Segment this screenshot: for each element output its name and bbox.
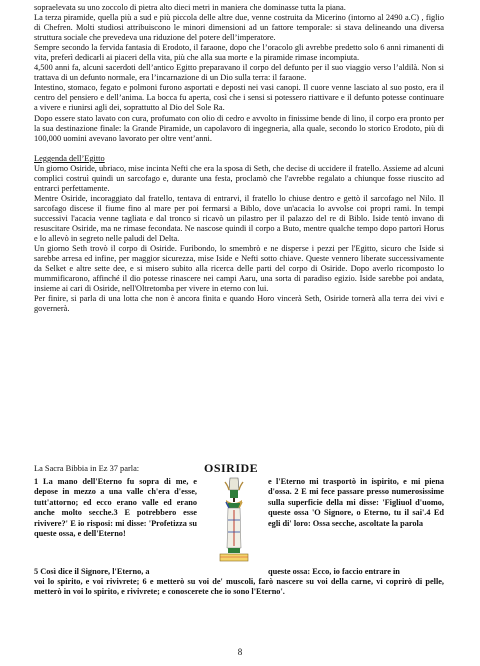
page-number: 8 bbox=[237, 647, 243, 657]
paragraph: sopraelevata su uno zoccolo di pietra alto dieci metri in maniera che dominasse tutta la piana. bbox=[34, 3, 346, 12]
legend-paragraph: Mentre Osiride, incoraggiato dal fratello, tentava di entrarvi, il fratello lo chiuse dentro e gettò il sarcofago nel Nilo. Il sarcofago discese il fiume fino al mare per poi fermarsi a Biblo, dove un'acacia lo avvolse coi propri rami. In tempi successivi l'acacia venne tagliata e dal tronco si ricavò un pilastro per il palazzo del re di Biblo. Iside tentò invano di resuscitare Osiride, ma ne rimase fecondata. Ne nascose quindi il corpo a Buto, mentre qualche tempo dopo partorì Horus e lo allevò in segreto nelle paludi del Delta. bbox=[34, 193, 444, 244]
verse5-right: queste ossa: Ecco, io faccio entrare in bbox=[268, 567, 400, 576]
verse5-continuation: voi lo spirito, e voi rivivrete; 6 e metterò su voi de' muscoli, farò nascere su voi della carne, vi coprirò di pelle, metterò in voi lo spirito, e rivivrete; e conoscerete che io sono l'Eterno'. bbox=[34, 577, 444, 597]
paragraph: 4,500 anni fa, alcuni sacerdoti dell’antico Egitto preparavano il corpo del defunto per il suo viaggio verso l’aldilà. Non si trattava di un defunto normale, era l’incarnazione di un Dio sulla terra: il faraone. bbox=[34, 63, 444, 83]
legend-paragraph: Per finire, si parla di una lotta che non è ancora finita e quando Horo vincerà Seth, Osiride tornerà alla terra dei vivi e governerà. bbox=[34, 294, 444, 314]
paragraph: Dopo essere stato lavato con cura, profumato con olio di cedro e avvolto in finissime bende di lino, il corpo era pronto per la sua destinazione finale: la Grande Piramide, un capolavoro di ingegneria, alla quale, secondo lo storico Erodoto, più di 100,000 uomini avevano lavorato per oltre vent’anni. bbox=[34, 113, 444, 143]
verse-text: e l'Eterno mi trasportò in ispirito, e mi piena d'ossa. 2 E mi fece passare presso numerosissime sulla superficie della mi disse: 'Figliuol d'uomo, queste ossa 'O Signore, o Eterno, tu il sai'.4 Ed egli di' loro: Ossa secche, ascoltate la parola bbox=[268, 477, 444, 528]
figure-title: OSIRIDE bbox=[204, 461, 259, 475]
bible-verse-left bbox=[34, 477, 197, 539]
legend-paragraph: Un giorno Seth trovò il corpo di Osiride. Furibondo, lo smembrò e ne disperse i pezzi per l'Egitto, sicuro che Iside si sarebbe arresa ed infine, per maggior sicurezza, mise Iside e Nefti sotto chiave. Queste vennero liberate successivamente da Selket e altre sette dee, e si misero subito alla ricerca delle parti del corpo di Osiride. Dopo averlo ricomposto lo mummificarono, affinché il dio potesse rinascere nei campi Aaru, una sorta di paradiso egizio. Iside sarebbe poi andata, insieme ai cari di Osiride, nell'Oltretomba per vivere in eterno con lui. bbox=[34, 244, 444, 294]
osiris-figure-image bbox=[206, 476, 262, 568]
legend-heading: Leggenda dell’Egitto bbox=[34, 153, 105, 163]
verse-text: 1 La mano dell'Eterno fu sopra di me, e depose in mezzo a una valle ch'era d'esse, tutt'attorno; ed ecco erano valle ed erano anche molto secche.3 E potrebbero esse rivivere?' E io risposi: mi disse: 'Profetizza su queste ossa, e dell'Eterno! bbox=[34, 477, 197, 539]
paragraph: Intestino, stomaco, fegato e polmoni furono asportati e deposti nei vasi canopi. Il cuore venne lasciato al suo posto, era il centro del pensiero e dell’anima. La bocca fu aperta, così che i sensi si potessero riattivare e il defunto potesse continuare a vivere e riunirsi agli dei, soprattutto al Dio del Sole Ra. bbox=[34, 83, 444, 113]
bible-verse-right bbox=[268, 477, 444, 529]
legend-paragraph: Un giorno Osiride, ubriaco, mise incinta Nefti che era la sposa di Seth, che decise di uccidere il fratello. Assieme ad alcuni complici costruì quindi un sarcofago e, durante una festa, proclamò che l'avrebbe regalato a chiunque fosse riuscito ad entrarci perfettamente. bbox=[34, 163, 444, 193]
paragraph: Sempre secondo la fervida fantasia di Erodoto, il faraone, dopo che l’oracolo gli avrebbe predetto solo 6 anni rimanenti di vita, preferì dedicarli ai piaceri della vita, più che alla sua morte e la piramide rimase incompiuta. bbox=[34, 43, 444, 63]
verse5-left: 5 Così dice il Signore, l'Eterno, a bbox=[34, 567, 150, 576]
body-text bbox=[34, 3, 444, 314]
bible-intro: La Sacra Bibbia in Ez 37 parla: bbox=[34, 464, 140, 473]
paragraph: La terza piramide, quella più a sud e più piccola delle altre due, venne costruita da Micerino (intorno al 2490 a.C) , figlio di Chefren. Molti studiosi attribuiscono le minori dimensioni ad un fattore temporale: si stava delineando una diversa struttura sociale che prevedeva una riduzione del potere dell’imperatore. bbox=[34, 13, 444, 43]
